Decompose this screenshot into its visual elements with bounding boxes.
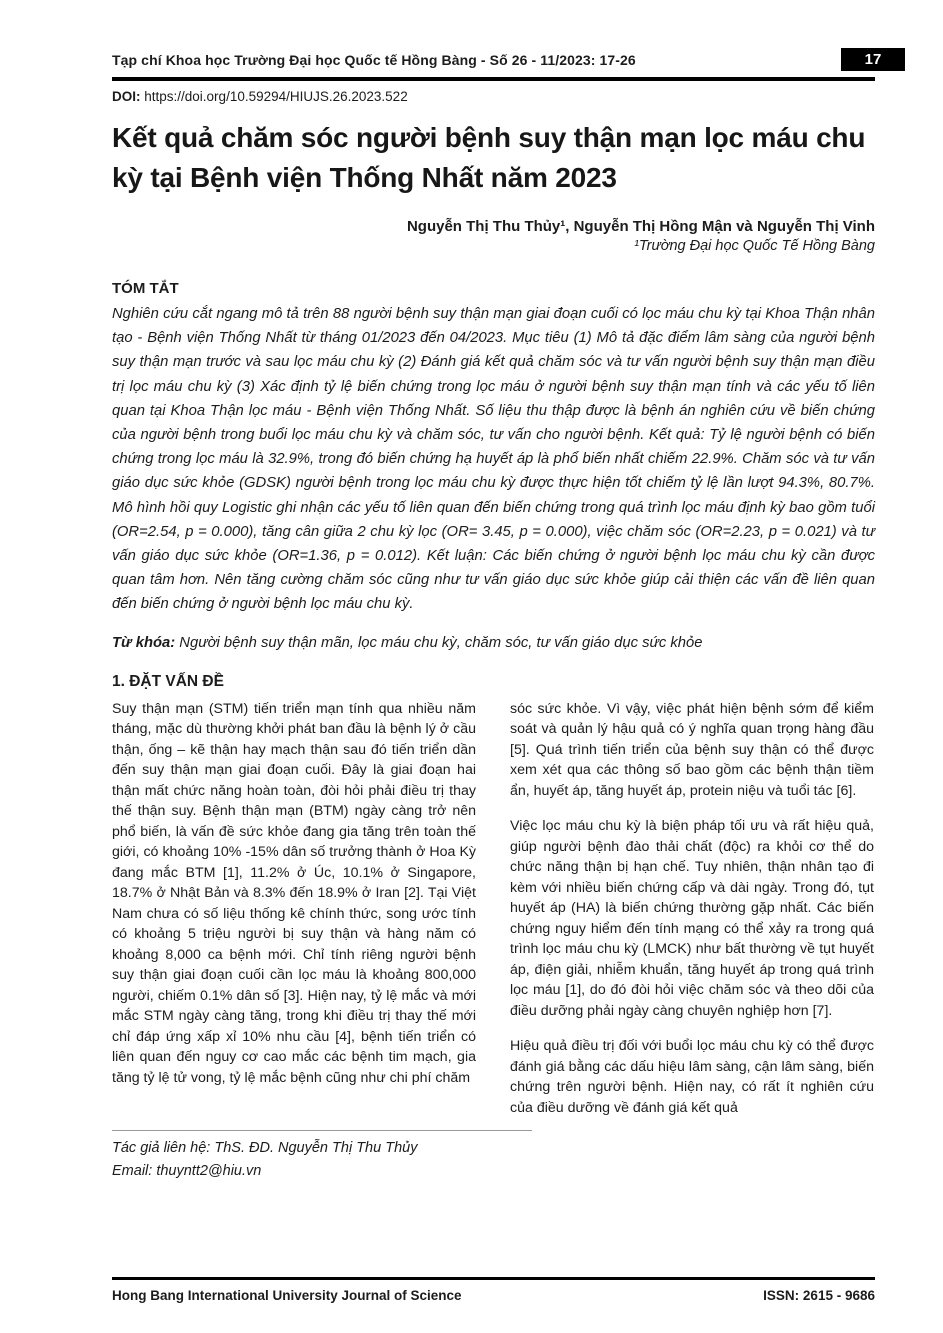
doi-label: DOI: <box>112 89 141 104</box>
right-column <box>510 699 874 1119</box>
corresponding-author-block <box>112 1130 532 1183</box>
section1-heading: 1. ĐẶT VẤN ĐỀ <box>112 672 224 690</box>
header <box>112 48 882 71</box>
footer-rule <box>112 1277 875 1280</box>
journal-title-line: Tạp chí Khoa học Trường Đại học Quốc tế Hồng Bàng - Số 26 - 11/2023: 17-26 <box>112 51 636 68</box>
right-column-paragraph-3: Hiệu quả điều trị đối với buổi lọc máu chu kỳ có thể được đánh giá bằng các dấu hiệu lâm sàng, cận lâm sàng, biến chứng trên người bệnh. Hiện nay, có rất ít nghiên cứu của điều dưỡng về đánh giá kết quả <box>510 1038 874 1116</box>
abstract-heading: TÓM TẮT <box>112 280 179 297</box>
left-column <box>112 699 476 1119</box>
article-title: Kết quả chăm sóc người bệnh suy thận mạn lọc máu chu kỳ tại Bệnh viện Thống Nhất năm 2023 <box>112 122 866 193</box>
doi-line <box>112 89 875 104</box>
right-column-paragraph-1: sóc sức khỏe. Vì vậy, việc phát hiện bệnh sớm để kiểm soát và quản lý hậu quả có ý nghĩa quan trọng hàng đầu [5]. Quá trình tiến triển của bệnh suy thận có thể được xem xét qua các thông số bao gồm các bệnh thận tiềm ẩn, huyết áp, tăng huyết áp, protein niệu và tuổi tác [6]. <box>510 700 874 799</box>
affiliation-line: ¹Trường Đại học Quốc Tế Hồng Bàng <box>634 238 875 254</box>
footer-issn: ISSN: 2615 - 9686 <box>763 1288 875 1303</box>
abstract-body: Nghiên cứu cắt ngang mô tả trên 88 người bệnh suy thận mạn giai đoạn cuối có lọc máu chu kỳ tại Khoa Thận nhân tạo - Bệnh viện Thống Nhất từ tháng 01/2023 đến 04/2023. Mục tiêu (1) Mô tả đặc điểm lâm sàng của người bệnh suy thận mạn trước và sau lọc máu chu kỳ (2) Đánh giá kết quả chăm sóc và tư vấn người bệnh suy thận mạn điều trị lọc máu chu kỳ (3) Xác định tỷ lệ biến chứng trong lọc máu ở người bệnh suy thận mạn tính và các yếu tố liên quan tại Khoa Thận lọc máu - Bệnh viện Thống Nhất. Số liệu thu thập được là bệnh án nghiên cứu về biến chứng của người bệnh trong buổi lọc máu chu kỳ và chăm sóc, tư vấn cho người bệnh. Kết quả: Tỷ lệ người bệnh có biến chứng trong lọc máu là 32.9%, trong đó biến chứng hạ huyết áp là phổ biến nhất chiếm 22.9%. Chăm sóc và tư vấn giáo dục sức khỏe (GDSK) người bệnh trong lọc máu chu kỳ được thực hiện tốt chiếm tỷ lệ lần lượt 94.3%, 80.7%. Mô hình hồi quy Logistic ghi nhận các yếu tố liên quan đến biến chứng trong quá trình lọc máu định kỳ bao gồm tuổi (OR=2.54, p = 0.000), tăng cân giữa 2 chu kỳ lọc (OR= 3.45, p = 0.000), việc chăm sóc (OR=2.23, p = 0.021) và tư vấn giáo dục sức khỏe (OR=1.36, p = 0.012). Kết luận: Các biến chứng ở người bệnh lọc máu chu kỳ cần được quan tâm hơn. Nên tăng cường chăm sóc cũng như tư vấn giáo dục sức khỏe giúp cải thiện các vấn đề liên quan đến biến chứng ở người bệnh lọc máu chu kỳ. <box>112 306 875 613</box>
keywords-label: Từ khóa: <box>112 634 176 651</box>
doi-link[interactable]: https://doi.org/10.59294/HIUJS.26.2023.522 <box>144 89 408 104</box>
authors-line: Nguyễn Thị Thu Thủy¹, Nguyễn Thị Hồng Mận và Nguyễn Thị Vinh <box>406 218 875 235</box>
footer <box>112 1277 875 1303</box>
corresponding-author-email: Email: thuyntt2@hiu.vn <box>112 1163 262 1180</box>
page-number-badge: 17 <box>841 48 905 71</box>
corresponding-author-line: Tác giả liên hệ: ThS. ĐD. Nguyễn Thị Thu Thủy <box>112 1140 418 1157</box>
section1-columns <box>112 699 875 1119</box>
keywords-line <box>112 635 875 651</box>
footer-row <box>112 1288 875 1303</box>
right-column-paragraph-2: Việc lọc máu chu kỳ là biện pháp tối ưu và rất hiệu quả, giúp người bệnh đào thải chất (độc) ra khỏi cơ thể do chức năng thận bị hạn chế. Tuy nhiên, thận nhân tạo đi kèm với nhiều biến chứng cấp và dài ngày. Trong đó, tụt huyết áp (HA) là biến chứng thường gặp nhất. Các biến chứng nguy hiểm đến tính mạng có thể xảy ra trong quá trình lọc máu chu kỳ (LMCK) như bất thường về tụt huyết áp, điện giải, nhiễm khuẩn, tăng huyết áp trong quá trình lọc máu [1], do đó đòi hỏi việc chăm sóc và theo dõi của điều dưỡng phải ngày càng chuyên nghiệp hơn [7]. <box>510 818 874 1019</box>
footer-journal-name: Hong Bang International University Journal of Science <box>112 1288 462 1303</box>
keywords-text: Người bệnh suy thận mãn, lọc máu chu kỳ, chăm sóc, tư vấn giáo dục sức khỏe <box>175 634 703 651</box>
left-column-paragraph: Suy thận mạn (STM) tiến triển mạn tính qua nhiều năm tháng, mặc dù thường khởi phát ban đầu là bệnh lý ở cầu thận, ống – kẽ thận hay mạch thận sau đó tiến triển dần đến suy thận mạn giai đoạn cuối. Đây là giai đoạn hai thận mất chức năng hoàn toàn, đòi hỏi phải điều trị thay thế thận suy. Bệnh thận mạn (BTM) ngày càng trở nên phổ biến, là vấn đề sức khỏe đang gia tăng trên toàn thế giới, có khoảng 10% -15% dân số trưởng thành ở Hoa Kỳ đang mắc BTM [1], 11.2% ở Úc, 10.1% ở Singapore, 18.7% ở Nhật Bản và 8.3% đến 18.9% ở Iran [2]. Tại Việt Nam chưa có số liệu thống kê chính thức, song ước tính có khoảng 5 triệu người bị suy thận và hàng năm có khoảng 8,000 ca bệnh mới. Chỉ tính riêng người bệnh suy thận giai đoạn cuối cần lọc máu là khoảng 800,000 người, chiếm 0.1% dân số [3]. Hiện nay, tỷ lệ mắc và mới mắc STM ngày càng tăng, trong khi điều trị thay thế mới chỉ đáp ứng xấp xỉ 10% nhu cầu [4], bệnh tiến triển có liên quan đến nguy cơ cao mắc các bệnh tim mạch, gia tăng tỷ lệ tử vong, tỷ lệ mắc bệnh cũng như chi phí chăm <box>112 700 476 1086</box>
header-rule <box>112 77 875 81</box>
